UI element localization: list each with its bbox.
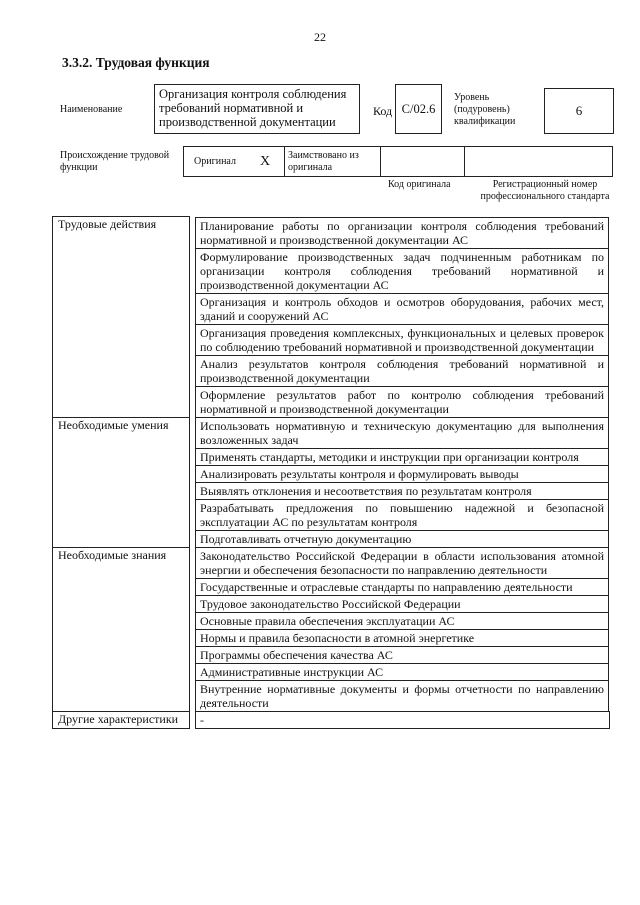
section-category-continuation <box>53 531 190 548</box>
table-row <box>53 449 614 466</box>
list-item: Использовать нормативную и техническую документацию для выполнения возложенных задач <box>195 417 609 449</box>
item-cell <box>190 483 614 500</box>
list-item: Основные правила обеспечения эксплуатации АС <box>195 612 609 630</box>
list-item: Государственные и отраслевые стандарты по направлению деятельности <box>195 578 609 596</box>
item-cell <box>190 418 614 449</box>
list-item: Организация и контроль обходов и осмотров оборудования, рабочих мест, зданий и сооружений АС <box>195 293 609 325</box>
item-cell <box>190 531 614 548</box>
item-cell <box>190 647 614 664</box>
original-mark: X <box>259 153 271 169</box>
list-item: Трудовое законодательство Российской Федерации <box>195 595 609 613</box>
item-cell <box>190 548 614 579</box>
list-item: Анализировать результаты контроля и формулировать выводы <box>195 465 609 483</box>
section-category-continuation <box>53 630 190 647</box>
list-item: Организация проведения комплексных, функциональных и целевых проверок по соблюдению требований нормативной и производственной документации <box>195 324 609 356</box>
table-row <box>53 325 614 356</box>
code-original-caption: Код оригинала <box>388 179 451 190</box>
section-category-continuation <box>53 483 190 500</box>
item-cell <box>190 325 614 356</box>
section-category-continuation <box>53 249 190 294</box>
item-cell <box>190 664 614 681</box>
characteristics-table <box>52 216 614 729</box>
item-cell <box>190 681 614 712</box>
origin-divider <box>284 147 285 176</box>
section-category: Другие характеристики <box>53 712 190 729</box>
section-category: Необходимые умения <box>53 418 190 449</box>
table-row <box>53 483 614 500</box>
table-row <box>53 531 614 548</box>
section-category-continuation <box>53 596 190 613</box>
section-category-continuation <box>53 681 190 712</box>
table-row <box>53 418 614 449</box>
table-row <box>53 613 614 630</box>
item-cell <box>190 387 614 418</box>
origin-row <box>183 146 613 177</box>
table-row <box>53 712 614 729</box>
borrowed-label: Заимствовано из оригинала <box>288 150 359 173</box>
table-row <box>53 387 614 418</box>
table-row <box>53 356 614 387</box>
list-item: Оформление результатов работ по контролю соблюдения требований нормативной и производственной документации <box>195 386 609 418</box>
section-category: Необходимые знания <box>53 548 190 579</box>
table-row <box>53 647 614 664</box>
section-category-continuation <box>53 356 190 387</box>
section-category-continuation <box>53 613 190 630</box>
list-item: Внутренние нормативные документы и формы отчетности по направлению деятельности <box>195 680 609 712</box>
item-cell <box>190 596 614 613</box>
list-item: Законодательство Российской Федерации в области использования атомной энергии и обеспечения безопасности по направлению деятельности <box>195 547 609 579</box>
item-cell <box>190 449 614 466</box>
section-category: Трудовые действия <box>53 217 190 249</box>
section-category-continuation <box>53 579 190 596</box>
item-cell <box>190 217 614 249</box>
table-row <box>53 596 614 613</box>
table-row <box>53 500 614 531</box>
table-row <box>53 579 614 596</box>
section-category-continuation <box>53 500 190 531</box>
list-item: Нормы и правила безопасности в атомной энергетике <box>195 629 609 647</box>
code-label: Код <box>373 104 393 118</box>
table-row <box>53 630 614 647</box>
section-category-continuation <box>53 387 190 418</box>
item-cell <box>190 712 614 729</box>
table-row <box>53 466 614 483</box>
list-item: Выявлять отклонения и несоответствия по результатам контроля <box>195 482 609 500</box>
list-item: Применять стандарты, методики и инструкции при организации контроля <box>195 448 609 466</box>
section-category-continuation <box>53 325 190 356</box>
list-item: Программы обеспечения качества АС <box>195 646 609 664</box>
section-category-continuation <box>53 647 190 664</box>
level-value: 6 <box>544 88 614 134</box>
section-category-continuation <box>53 449 190 466</box>
list-item: Анализ результатов контроля соблюдения требований нормативной и производственной документации <box>195 355 609 387</box>
table-row <box>53 681 614 712</box>
origin-divider <box>380 147 381 176</box>
list-item: Подготавливать отчетную документацию <box>195 530 609 548</box>
table-row <box>53 664 614 681</box>
list-item: Административные инструкции АС <box>195 663 609 681</box>
item-cell <box>190 630 614 647</box>
origin-label: Происхождение трудовой функции <box>60 150 170 173</box>
table-row <box>53 548 614 579</box>
name-label: Наименование <box>60 104 123 115</box>
reg-number-caption: Регистрационный номер профессионального стандарта <box>480 179 610 202</box>
item-cell <box>190 466 614 483</box>
item-cell <box>190 356 614 387</box>
function-name-value: Организация контроля соблюдения требований нормативной и производственной документации <box>154 84 360 134</box>
level-label: Уровень (подуровень) квалификации <box>454 92 516 127</box>
table-row <box>53 294 614 325</box>
section-category-continuation <box>53 664 190 681</box>
page-number: 22 <box>314 30 326 44</box>
list-item: - <box>195 711 610 729</box>
section-title: 3.3.2. Трудовая функция <box>62 55 210 70</box>
section-category-continuation <box>53 294 190 325</box>
item-cell <box>190 579 614 596</box>
list-item: Формулирование производственных задач подчиненным работникам по организации контроля соблюдения требований нормативной и производственной документации АС <box>195 248 609 294</box>
table-row <box>53 249 614 294</box>
table-row <box>53 217 614 249</box>
origin-divider <box>464 147 465 176</box>
list-item: Планирование работы по организации контроля соблюдения требований нормативной и производственной документации АС <box>195 217 609 249</box>
item-cell <box>190 294 614 325</box>
code-value: C/02.6 <box>395 84 442 134</box>
item-cell <box>190 613 614 630</box>
section-category-continuation <box>53 466 190 483</box>
list-item: Разрабатывать предложения по повышению надежной и безопасной эксплуатации АС по результатам контроля <box>195 499 609 531</box>
item-cell <box>190 249 614 294</box>
item-cell <box>190 500 614 531</box>
original-label: Оригинал <box>194 155 236 167</box>
